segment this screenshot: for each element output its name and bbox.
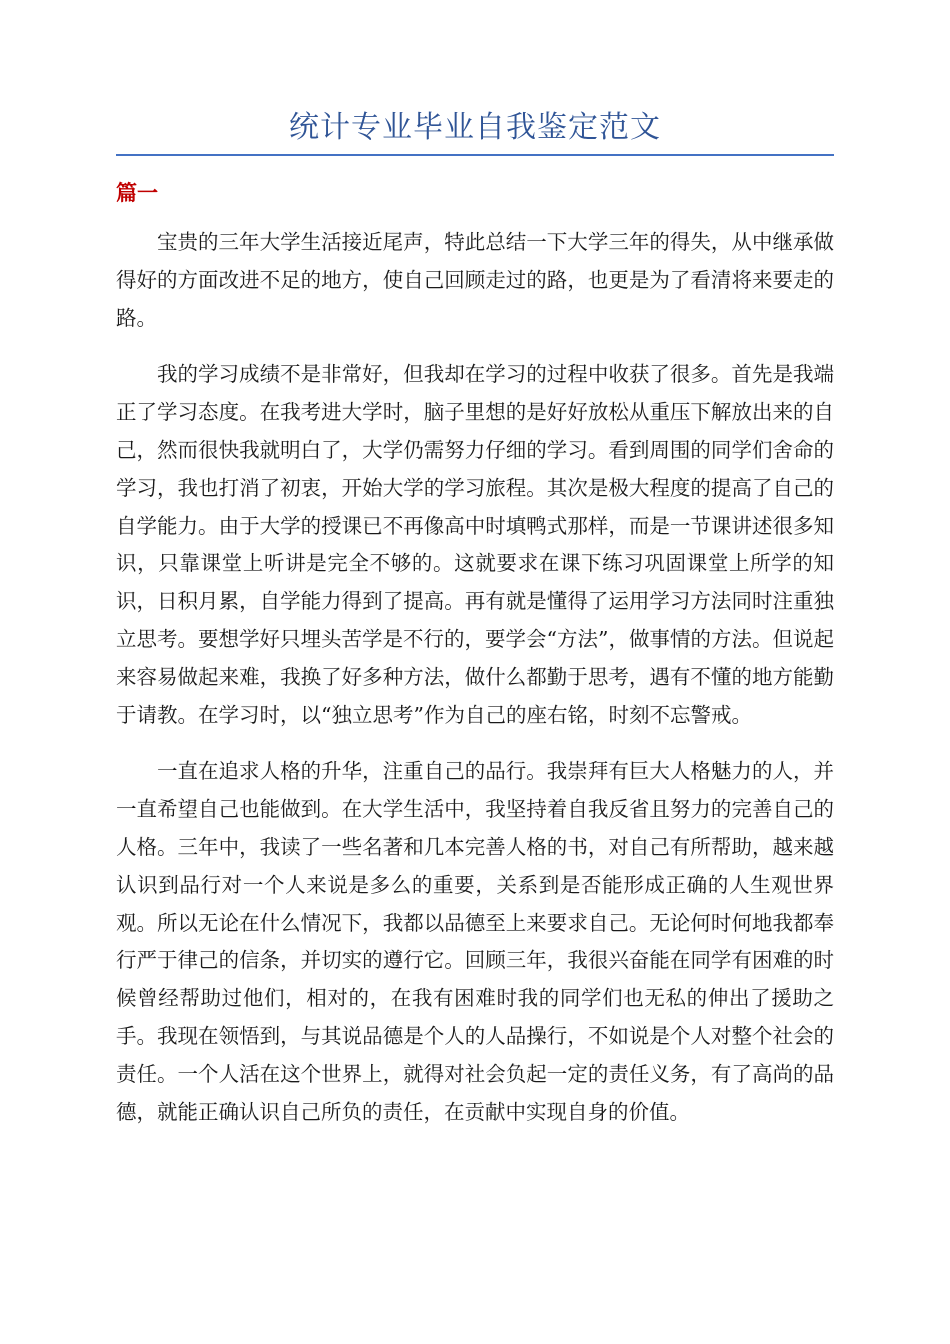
document-body	[116, 224, 834, 1150]
paragraph-1: 宝贵的三年大学生活接近尾声，特此总结一下大学三年的得失，从中继承做得好的方面改进不足的地方，使自己回顾走过的路，也更是为了看清将来要走的路。	[116, 230, 834, 330]
title-underline	[116, 154, 834, 156]
paragraph-3: 一直在追求人格的升华，注重自己的品行。我崇拜有巨大人格魅力的人，并一直希望自己也能做到。在大学生活中，我坚持着自我反省且努力的完善自己的人格。三年中，我读了一些名著和几本完善人格的书，对自己有所帮助，越来越认识到品行对一个人来说是多么的重要，关系到是否能形成正确的人生观世界观。所以无论在什么情况下，我都以品德至上来要求自己。无论何时何地我都奉行严于律己的信条，并切实的遵行它。回顾三年，我很兴奋能在同学有困难的时候曾经帮助过他们，相对的，在我有困难时我的同学们也无私的伸出了援助之手。我现在领悟到，与其说品德是个人的人品操行，不如说是个人对整个社会的责任。一个人活在这个世界上，就得对社会负起一定的责任义务，有了高尚的品德，就能正确认识自己所负的责任，在贡献中实现自身的价值。	[116, 759, 834, 1124]
section-heading: 篇一	[116, 181, 158, 205]
paragraph-2: 我的学习成绩不是非常好，但我却在学习的过程中收获了很多。首先是我端正了学习态度。在我考进大学时，脑子里想的是好好放松从重压下解放出来的自己，然而很快我就明白了，大学仍需努力仔细的学习。看到周围的同学们舍命的学习，我也打消了初衷，开始大学的学习旅程。其次是极大程度的提高了自己的自学能力。由于大学的授课已不再像高中时填鸭式那样，而是一节课讲述很多知识，只靠课堂上听讲是完全不够的。这就要求在课下练习巩固课堂上所学的知识，日积月累，自学能力得到了提高。再有就是懂得了运用学习方法同时注重独立思考。要想学好只埋头苦学是不行的，要学会“方法”，做事情的方法。但说起来容易做起来难，我换了好多种方法，做什么都勤于思考，遇有不懂的地方能勤于请教。在学习时，以“独立思考”作为自己的座右铭，时刻不忘警戒。	[116, 362, 834, 727]
document-title: 统计专业毕业自我鉴定范文	[289, 110, 661, 145]
